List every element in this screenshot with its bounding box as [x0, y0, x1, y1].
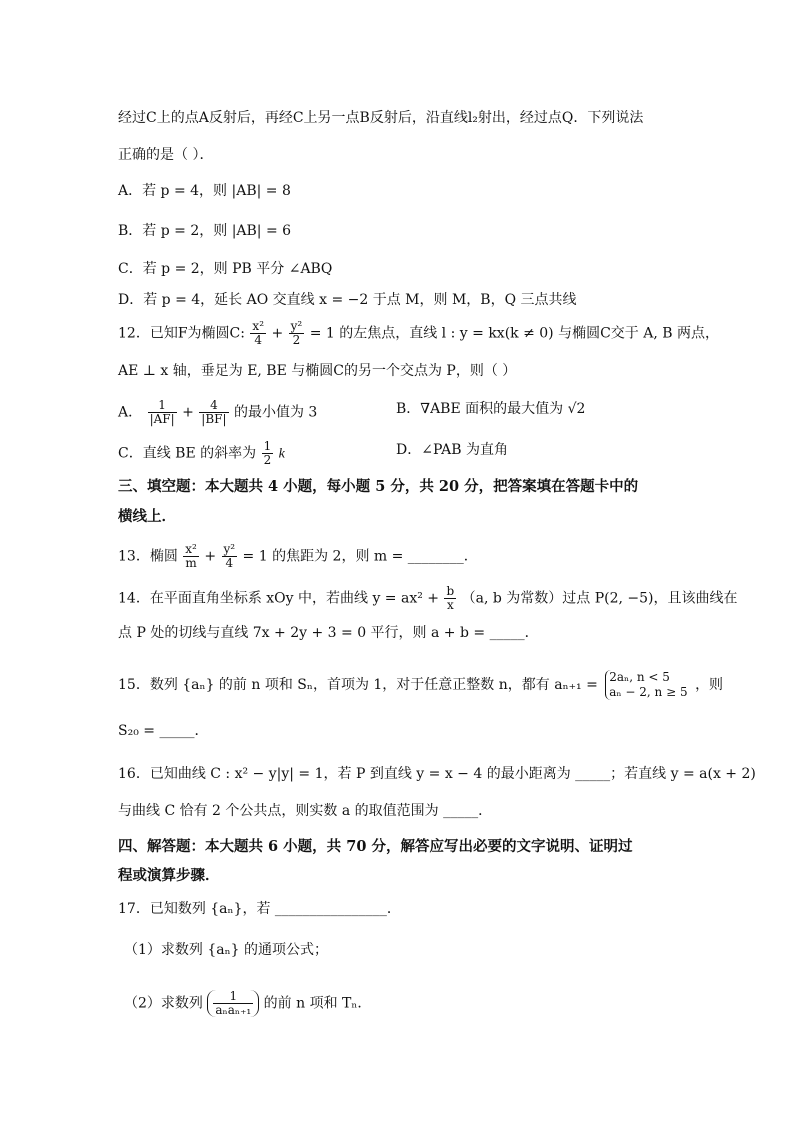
q12-stem-line2: AE ⊥ x 轴，垂足为 E, BE 与椭圆C的另一个交点为 P，则（ ）: [118, 363, 517, 379]
fraction-y2-4: $\frac{\text{y²}}{4}$: [223, 542, 236, 570]
fraction-x2-4: $\frac{\text{x²}}{4}$: [252, 319, 264, 347]
braced-fraction: [207, 990, 259, 1017]
q17-stem: 17．已知数列 {aₙ}，若 ________________．: [118, 901, 401, 917]
q16-line1: 16．已知曲线 C : x² − y|y| = 1，若 P 到直线 y = x − 4 的最小距离为 _____；若直线 y = a(x + 2): [118, 766, 756, 782]
q14-line2: 点 P 处的切线与直线 7x + 2y + 3 = 0 平行，则 a + b = _____．: [118, 625, 539, 641]
q14-line1: 14．在平面直角坐标系 xOy 中，若曲线 y = ax² + $\frac{b}{x}$ （a, b 为常数）过点 P(2, −5)，且该曲线在: [118, 584, 738, 612]
q15-line1: 15．数列 {aₙ} 的前 n 项和 Sₙ，首项为 1，对于任意正整数 n，都有 aₙ₊₁ = 2aₙ, n < 5 aₙ − 2, n ≥ 5 ，则: [118, 670, 724, 699]
section3-heading-line1: 三、填空题：本大题共 4 小题，每小题 5 分，共 20 分，把答案填在答题卡中的: [118, 478, 639, 495]
q11-option-b: B．若 p = 2，则 |AB| = 6: [118, 223, 292, 239]
q11-stem-line1: 经过C上的点A反射后，再经C上另一点B反射后，沿直线l₂射出，经过点Q．下列说法: [118, 110, 644, 126]
q11-option-a: A．若 p = 4，则 |AB| = 8: [118, 183, 291, 199]
q11-option-c: C．若 p = 2，则 PB 平分 ∠ABQ: [118, 261, 333, 277]
fraction-b-x: $\frac{b}{x}$: [446, 584, 455, 612]
fraction-y2-2: $\frac{\text{y²}}{2}$: [290, 319, 303, 347]
q11-stem-line2: 正确的是（ ）．: [118, 147, 214, 163]
fraction-1-anan1: $\frac{1}{\text{aₙaₙ₊₁}}$: [215, 989, 252, 1017]
fraction-x2-m: $\frac{\text{x²}}{m}$: [185, 542, 197, 570]
section3-heading-line2: 横线上．: [118, 508, 176, 525]
q12-option-b: B．∇ABE 面积的最大值为 √2: [396, 401, 586, 417]
q12-stem-line1: 12．已知F为椭圆C: $\frac{\text{x²}}{4}$ + $\frac{\text{y²}}{2}$ = 1 的左焦点，直线 l : y = kx(k ≠ 0) 与椭圆C交于 A, B 两点，: [118, 319, 720, 347]
q17-part1: （1）求数列 {aₙ} 的通项公式；: [124, 942, 329, 958]
fraction-4-bf: $\frac{4}{|BF|}$: [201, 398, 227, 426]
q12-option-d: D．∠PAB 为直角: [396, 442, 508, 458]
section4-heading-line1: 四、解答题：本大题共 6 小题，共 70 分，解答应写出必要的文字说明、证明过: [118, 838, 633, 855]
q17-part2: （2）求数列 $\frac{1}{\text{aₙaₙ₊₁}}$ 的前 n 项和 Tₙ．: [124, 989, 372, 1017]
fraction-1-2: $\frac{1}{2}$: [263, 439, 272, 467]
section4-heading-line2: 程或演算步骤．: [118, 867, 220, 884]
q12-option-c: C．直线 BE 的斜率为 $\frac{1}{2}$ k: [118, 439, 285, 467]
q13: 13．椭圆 $\frac{\text{x²}}{m}$ + $\frac{\text{y²}}{4}$ = 1 的焦距为 2，则 m = ________．: [118, 542, 478, 570]
q12-option-a: A． $\frac{1}{|AF|}$ + $\frac{4}{|BF|}$ 的最小值为 3: [118, 398, 318, 426]
q16-line2: 与曲线 C 恰有 2 个公共点，则实数 a 的取值范围为 _____．: [118, 803, 493, 819]
fraction-1-af: $\frac{1}{|AF|}$: [149, 398, 175, 426]
piecewise-brace: 2aₙ, n < 5 aₙ − 2, n ≥ 5: [605, 670, 687, 700]
q15-line2: S₂₀ = _____．: [118, 723, 209, 739]
q11-option-d: D．若 p = 4，延长 AO 交直线 x = −2 于点 M，则 M，B，Q 三点共线: [118, 292, 577, 308]
